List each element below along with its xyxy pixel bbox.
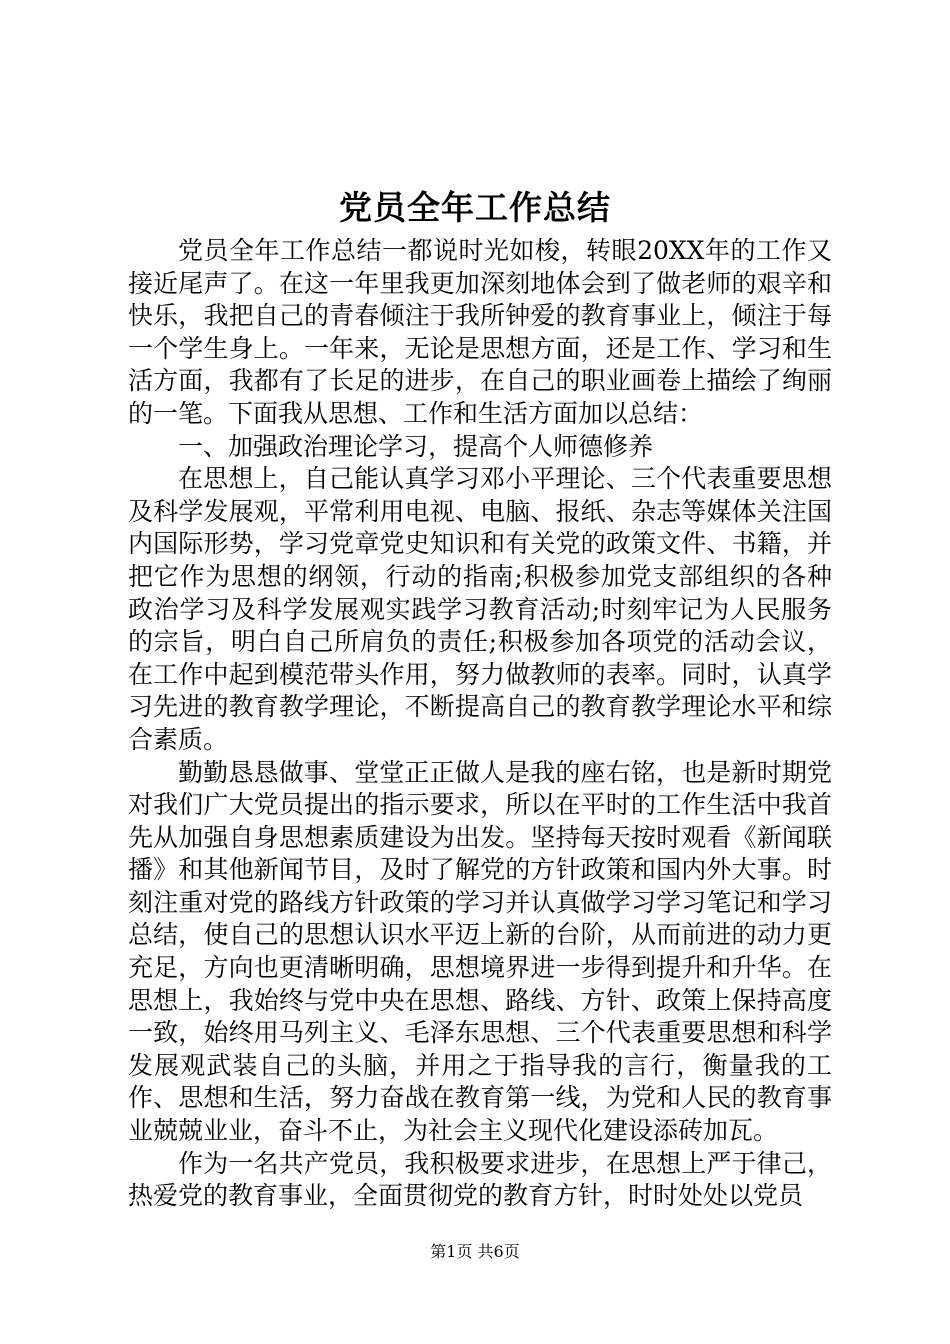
document-title: 党员全年工作总结 bbox=[339, 188, 611, 227]
body-paragraph: 勤勤恳恳做事、堂堂正正做人是我的座右铭，也是新时期党对我们广大党员提出的指示要求，所以在平时的工作生活中我首先从加强自身思想素质建设为出发。坚持每天按时观看《新闻联播》和其他新闻节目，及时了解党的方针政策和国内外大事。时刻注重对党的路线方针政策的学习并认真做学习学习笔记和学习总结，使自己的思想认识水平迈上新的台阶，从而前进的动力更充足，方向也更清晰明确，思想境界进一步得到提升和升华。在思想上，我始终与党中央在思想、路线、方针、政策上保持高度一致，始终用马列主义、毛泽东思想、三个代表重要思想和科学发展观武装自己的头脑，并用之于指导我的言行，衡量我的工作、思想和生活，努力奋战在教育第一线，为党和人民的教育事业兢兢业业，奋斗不止，为社会主义现代化建设添砖加瓦。 bbox=[128, 757, 832, 1146]
section-heading: 一、加强政治理论学习，提高个人师德修养 bbox=[178, 431, 654, 461]
document-body bbox=[128, 235, 832, 1213]
body-paragraph: 作为一名共产党员，我积极要求进步，在思想上严于律己，热爱党的教育事业，全面贯彻党的教育方针，时时处处以党员 bbox=[128, 1148, 832, 1211]
page-number: 第1页 共6页 bbox=[430, 1242, 520, 1261]
body-paragraph: 在思想上，自己能认真学习邓小平理论、三个代表重要思想及科学发展观，平常利用电视、电脑、报纸、杂志等媒体关注国内国际形势，学习党章党史知识和有关党的政策文件、书籍，并把它作为思想的纲领，行动的指南;积极参加党支部组织的各种政治学习及科学发展观实践学习教育活动;时刻牢记为人民服务的宗旨，明白自己所肩负的责任;积极参加各项党的活动会议，在工作中起到模范带头作用，努力做教师的表率。同时，认真学习先进的教育教学理论，不断提高自己的教育教学理论水平和综合素质。 bbox=[128, 464, 832, 754]
intro-paragraph: 党员全年工作总结一都说时光如梭，转眼20XX年的工作又接近尾声了。在这一年里我更加深刻地体会到了做老师的艰辛和快乐，我把自己的青春倾注于我所钟爱的教育事业上，倾注于每一个学生身上。一年来，无论是思想方面，还是工作、学习和生活方面，我都有了长足的进步，在自己的职业画卷上描绘了绚丽的一笔。下面我从思想、工作和生活方面加以总结： bbox=[128, 236, 832, 428]
